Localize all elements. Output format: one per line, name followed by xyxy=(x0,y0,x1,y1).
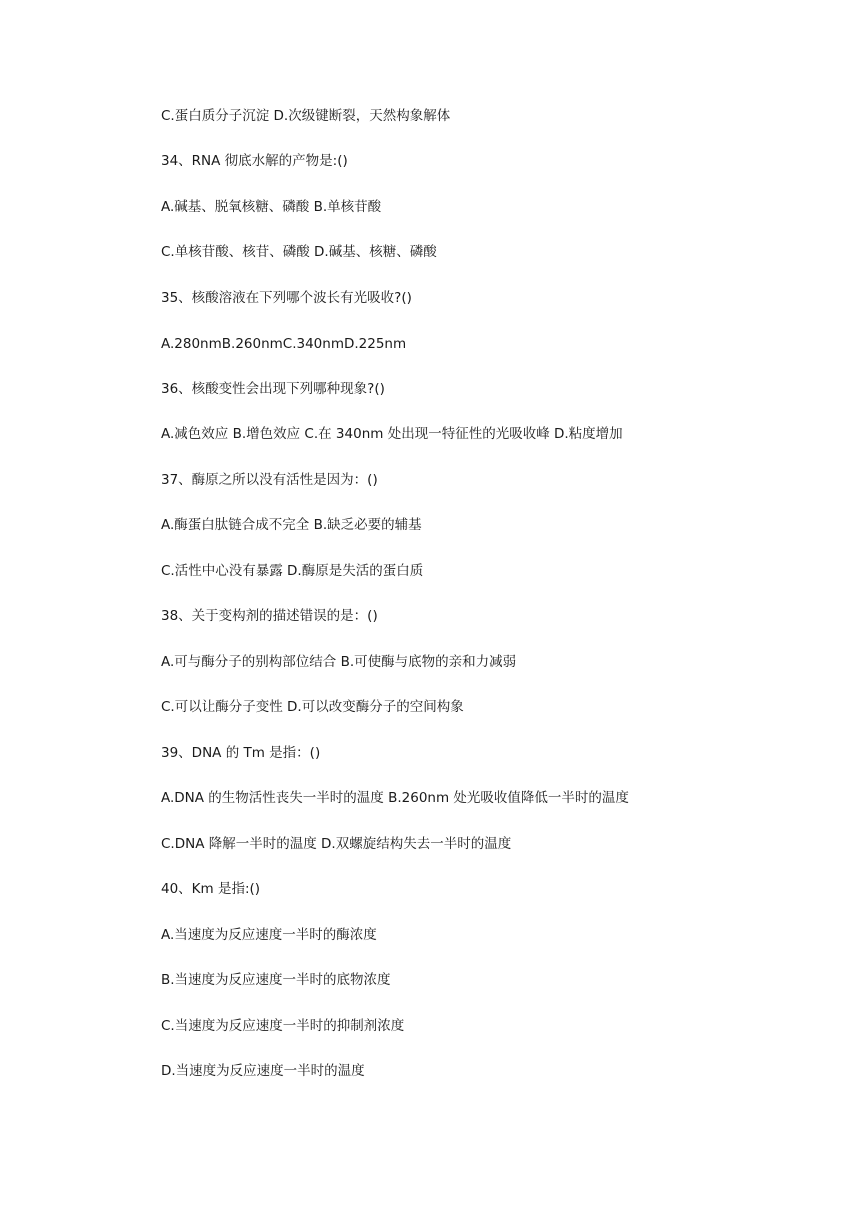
question-37: 37、酶原之所以没有活性是因为：() xyxy=(161,472,378,488)
question-36: 36、核酸变性会出现下列哪种现象?() xyxy=(161,381,385,397)
option-line-38-cd: C.可以让酶分子变性 D.可以改变酶分子的空间构象 xyxy=(161,699,464,715)
question-40: 40、Km 是指:() xyxy=(161,881,261,897)
option-line-38-ab: A.可与酶分子的别构部位结合 B.可使酶与底物的亲和力减弱 xyxy=(161,654,517,670)
option-line-39-cd: C.DNA 降解一半时的温度 D.双螺旋结构失去一半时的温度 xyxy=(161,836,512,852)
option-40-d: D.当速度为反应速度一半时的温度 xyxy=(161,1063,365,1079)
option-40-b: B.当速度为反应速度一半时的底物浓度 xyxy=(161,972,391,988)
option-line-35: A.280nmB.260nmC.340nmD.225nm xyxy=(161,336,407,352)
option-line-34-cd: C.单核苷酸、核苷、磷酸 D.碱基、核糖、磷酸 xyxy=(161,244,437,260)
option-line-37-ab: A.酶蛋白肽链合成不完全 B.缺乏必要的辅基 xyxy=(161,517,422,533)
question-34: 34、RNA 彻底水解的产物是:() xyxy=(161,153,348,169)
question-39: 39、DNA 的 Tm 是指：() xyxy=(161,745,321,761)
option-line-34-ab: A.碱基、脱氧核糖、磷酸 B.单核苷酸 xyxy=(161,199,382,215)
option-line-33-cd: C.蛋白质分子沉淀 D.次级键断裂，天然构象解体 xyxy=(161,108,451,124)
option-line-37-cd: C.活性中心没有暴露 D.酶原是失活的蛋白质 xyxy=(161,563,424,579)
option-40-a: A.当速度为反应速度一半时的酶浓度 xyxy=(161,927,377,943)
option-line-36: A.减色效应 B.增色效应 C.在 340nm 处出现一特征性的光吸收峰 D.粘度增加 xyxy=(161,426,623,442)
question-35: 35、核酸溶液在下列哪个波长有光吸收?() xyxy=(161,290,412,306)
question-38: 38、关于变构剂的描述错误的是：() xyxy=(161,608,378,624)
option-40-c: C.当速度为反应速度一半时的抑制剂浓度 xyxy=(161,1018,405,1034)
option-line-39-ab: A.DNA 的生物活性丧失一半时的温度 B.260nm 处光吸收值降低一半时的温度 xyxy=(161,790,629,806)
